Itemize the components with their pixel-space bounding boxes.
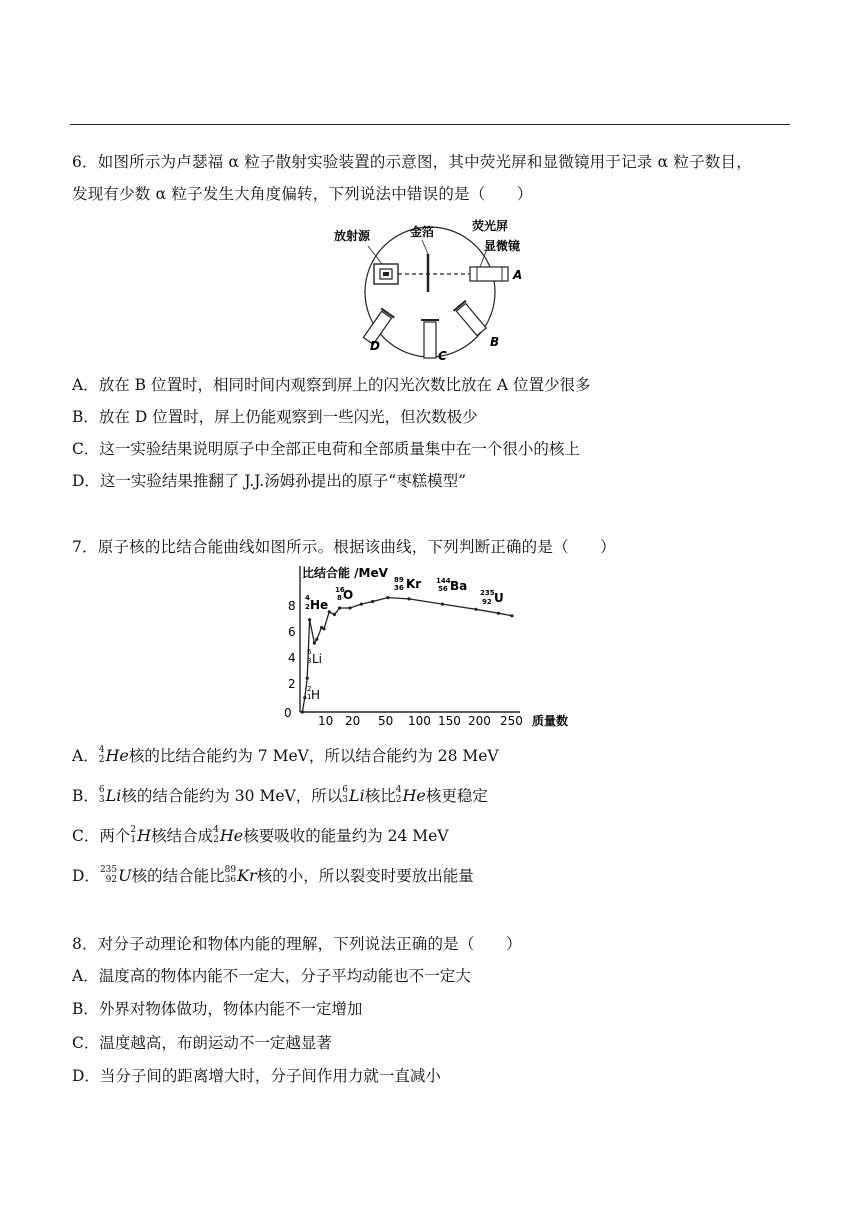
label-pos-b: B: [490, 335, 500, 349]
q6-option-c: C．这一实验结果说明原子中全部正电荷和全部质量集中在一个很小的核上: [72, 440, 580, 458]
label-ba144: [436, 577, 467, 593]
curve-point-15: [407, 597, 410, 600]
q8-option-d: D．当分子间的距离增大时，分子间作用力就一直减小: [72, 1067, 441, 1085]
curve-point-10: [338, 606, 341, 609]
curve-point-3: [308, 618, 311, 621]
label-pos-a: A: [513, 268, 523, 282]
svg-text:92: 92: [482, 598, 492, 606]
svg-text:56: 56: [438, 585, 448, 593]
curve-point-1: [303, 696, 306, 699]
label-pos-d: D: [370, 339, 380, 353]
svg-text:235: 235: [480, 589, 495, 597]
y-tick-0: 0: [284, 706, 292, 720]
q6-option-b: B．放在 D 位置时，屏上仍能观察到一些闪光，但次数极少: [72, 408, 478, 426]
q7-option-b: B． 6 3 Li核的结合能约为 30 MeV，所以 6 3 Li核比 4 2 He核更稳定: [72, 785, 488, 805]
q7-stem: 7．原子核的比结合能曲线如图所示。根据该曲线，下列判断正确的是（ ）: [72, 538, 616, 556]
curve-point-16: [441, 603, 444, 606]
label-he4: [305, 594, 328, 612]
q6-option-d: D．这一实验结果推翻了 J.J.汤姆孙提出的原子“枣糕模型”: [72, 472, 467, 490]
svg-text:1: 1: [307, 693, 312, 701]
microscope-c: [421, 320, 439, 358]
curve-point-11: [348, 606, 351, 609]
q6-stem-line2: 发现有少数 α 粒子发生大角度偏转，下列说法中错误的是（ ）: [72, 185, 533, 203]
curve-point-12: [360, 603, 363, 606]
svg-text:3: 3: [307, 657, 312, 665]
x-tick-50: 50: [378, 714, 394, 728]
curve-point-2: [306, 677, 309, 680]
y-tick-4: 4: [288, 651, 296, 665]
svg-text:6: 6: [307, 648, 312, 656]
q7-option-a: A． 4 2 He核的比结合能约为 7 MeV，所以结合能约为 28 MeV: [72, 745, 499, 765]
curve-point-4: [313, 642, 316, 645]
label-screen: 荧光屏: [472, 219, 509, 233]
curve-point-19: [510, 614, 513, 617]
label-o16: [335, 586, 353, 602]
y-axis-label: 比结合能 /MeV: [302, 566, 388, 580]
svg-text:U: U: [494, 591, 504, 605]
q8-stem: 8．对分子动理论和物体内能的理解，下列说法正确的是（ ）: [72, 935, 522, 953]
curve-point-5: [315, 638, 318, 641]
svg-text:2: 2: [307, 685, 312, 693]
label-li6: [307, 648, 322, 666]
curve-point-18: [497, 612, 500, 615]
svg-text:89: 89: [394, 576, 404, 584]
q8-option-a: A．温度高的物体内能不一定大，分子平均动能也不一定大: [72, 967, 471, 985]
y-tick-8: 8: [288, 599, 296, 613]
svg-text:16: 16: [335, 586, 345, 594]
x-tick-10: 10: [318, 714, 334, 728]
q8-option-b: B．外界对物体做功，物体内能不一定增加: [72, 1000, 363, 1018]
x-tick-20: 20: [345, 714, 361, 728]
q7-option-d: D． 235 92 U核的结合能比 89 36 Kr核的小，所以裂变时要放出能量: [72, 865, 474, 885]
svg-text:8: 8: [337, 594, 342, 602]
svg-text:Ba: Ba: [450, 579, 468, 593]
label-pos-c: C: [438, 349, 447, 362]
curve-point-0: [301, 710, 304, 713]
label-h2: [307, 685, 320, 702]
x-tick-250: 250: [500, 714, 523, 728]
label-microscope: 显微镜: [484, 239, 521, 253]
curve-point-9: [333, 613, 336, 616]
svg-text:2: 2: [305, 603, 310, 611]
svg-text:He: He: [310, 598, 329, 612]
svg-text:36: 36: [394, 584, 404, 592]
q6-option-a: A．放在 B 位置时，相同时间内观察到屏上的闪光次数比放在 A 位置少很多: [72, 376, 591, 394]
svg-text:Kr: Kr: [406, 577, 422, 591]
top-rule: [70, 124, 790, 125]
x-tick-200: 200: [468, 714, 491, 728]
q8-option-c: C．温度越高，布朗运动不一定越显著: [72, 1034, 332, 1052]
svg-text:4: 4: [305, 594, 310, 602]
q7-option-c: C．两个 2 1 H核结合成 4 2 He核要吸收的能量约为 24 MeV: [72, 825, 449, 845]
binding-energy-chart: [280, 562, 590, 732]
q6-rutherford-figure: [330, 212, 550, 362]
label-foil: 金箔: [410, 225, 435, 239]
curve-point-13: [371, 600, 374, 603]
y-tick-2: 2: [288, 677, 296, 691]
x-tick-150: 150: [438, 714, 461, 728]
x-tick-100: 100: [408, 714, 431, 728]
curve-point-7: [322, 627, 325, 630]
y-tick-6: 6: [288, 625, 296, 639]
q6-stem-line1: 6．如图所示为卢瑟福 α 粒子散射实验装置的示意图，其中荧光屏和显微镜用于记录 α 粒子数目，: [72, 153, 752, 171]
curve-point-14: [386, 596, 389, 599]
svg-text:144: 144: [436, 577, 451, 585]
label-source: 放射源: [334, 229, 371, 243]
microscope-b: [454, 301, 488, 337]
x-axis-label: 质量数: [532, 714, 569, 728]
label-u235: [480, 589, 504, 606]
svg-text:O: O: [343, 588, 354, 602]
svg-text:Li: Li: [312, 652, 323, 666]
svg-text:H: H: [311, 688, 321, 702]
label-kr89: [394, 576, 421, 592]
curve-point-17: [474, 608, 477, 611]
